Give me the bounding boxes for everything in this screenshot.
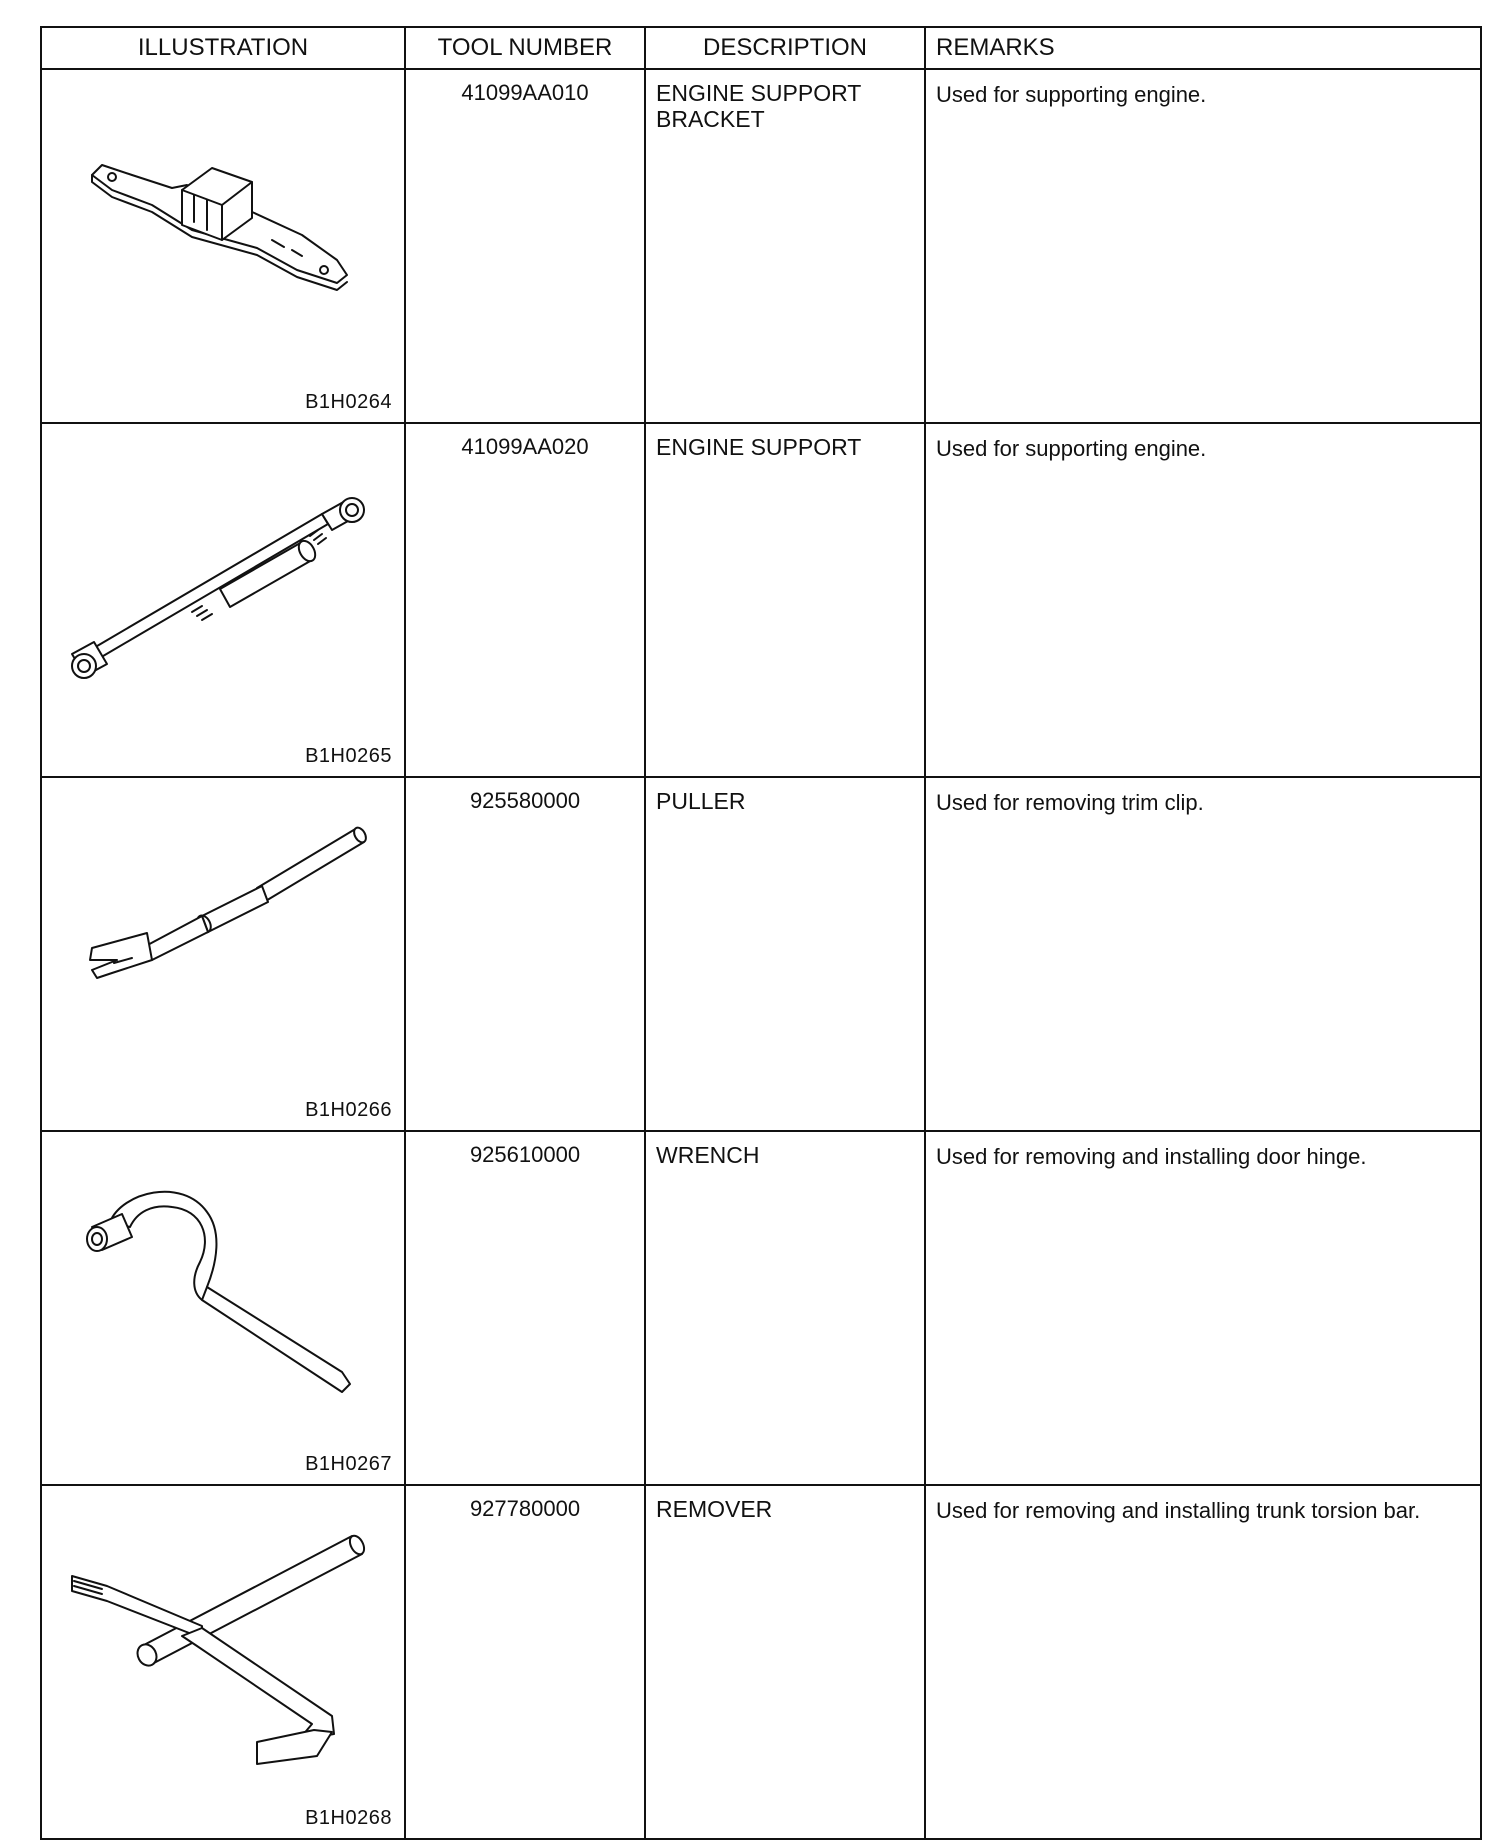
header-illustration: ILLUSTRATION — [41, 27, 405, 69]
image-code: B1H0266 — [305, 1099, 392, 1121]
header-row — [41, 27, 1481, 69]
tool-number: 925610000 — [405, 1131, 645, 1485]
illustration-cell — [41, 1485, 405, 1839]
remarks: Used for removing trim clip. — [925, 777, 1481, 1131]
table-row — [41, 69, 1481, 423]
image-code: B1H0264 — [305, 391, 392, 413]
engine-support-rod-icon — [52, 444, 392, 714]
description: WRENCH — [645, 1131, 925, 1485]
tool-number: 41099AA020 — [405, 423, 645, 777]
tool-number: 927780000 — [405, 1485, 645, 1839]
table-row — [41, 1131, 1481, 1485]
description: ENGINE SUPPORT BRACKET — [645, 69, 925, 423]
remarks: Used for removing and installing trunk torsion bar. — [925, 1485, 1481, 1839]
header-tool-number: TOOL NUMBER — [405, 27, 645, 69]
remarks: Used for supporting engine. — [925, 69, 1481, 423]
description: PULLER — [645, 777, 925, 1131]
remarks: Used for removing and installing door hinge. — [925, 1131, 1481, 1485]
image-code: B1H0267 — [305, 1453, 392, 1475]
remarks: Used for supporting engine. — [925, 423, 1481, 777]
tool-number: 41099AA010 — [405, 69, 645, 423]
table-row — [41, 1485, 1481, 1839]
table-row — [41, 423, 1481, 777]
header-remarks: REMARKS — [925, 27, 1481, 69]
puller-icon — [52, 798, 392, 1068]
illustration-cell — [41, 423, 405, 777]
image-code: B1H0268 — [305, 1807, 392, 1829]
hook-wrench-icon — [52, 1152, 392, 1422]
description: ENGINE SUPPORT — [645, 423, 925, 777]
torsion-bar-remover-icon — [52, 1506, 392, 1776]
illustration-cell — [41, 777, 405, 1131]
tool-number: 925580000 — [405, 777, 645, 1131]
description: REMOVER — [645, 1485, 925, 1839]
header-description: DESCRIPTION — [645, 27, 925, 69]
illustration-cell — [41, 1131, 405, 1485]
image-code: B1H0265 — [305, 745, 392, 767]
engine-support-bracket-icon — [52, 90, 392, 360]
illustration-cell — [41, 69, 405, 423]
table-row — [41, 777, 1481, 1131]
special-tools-table — [40, 26, 1482, 1840]
